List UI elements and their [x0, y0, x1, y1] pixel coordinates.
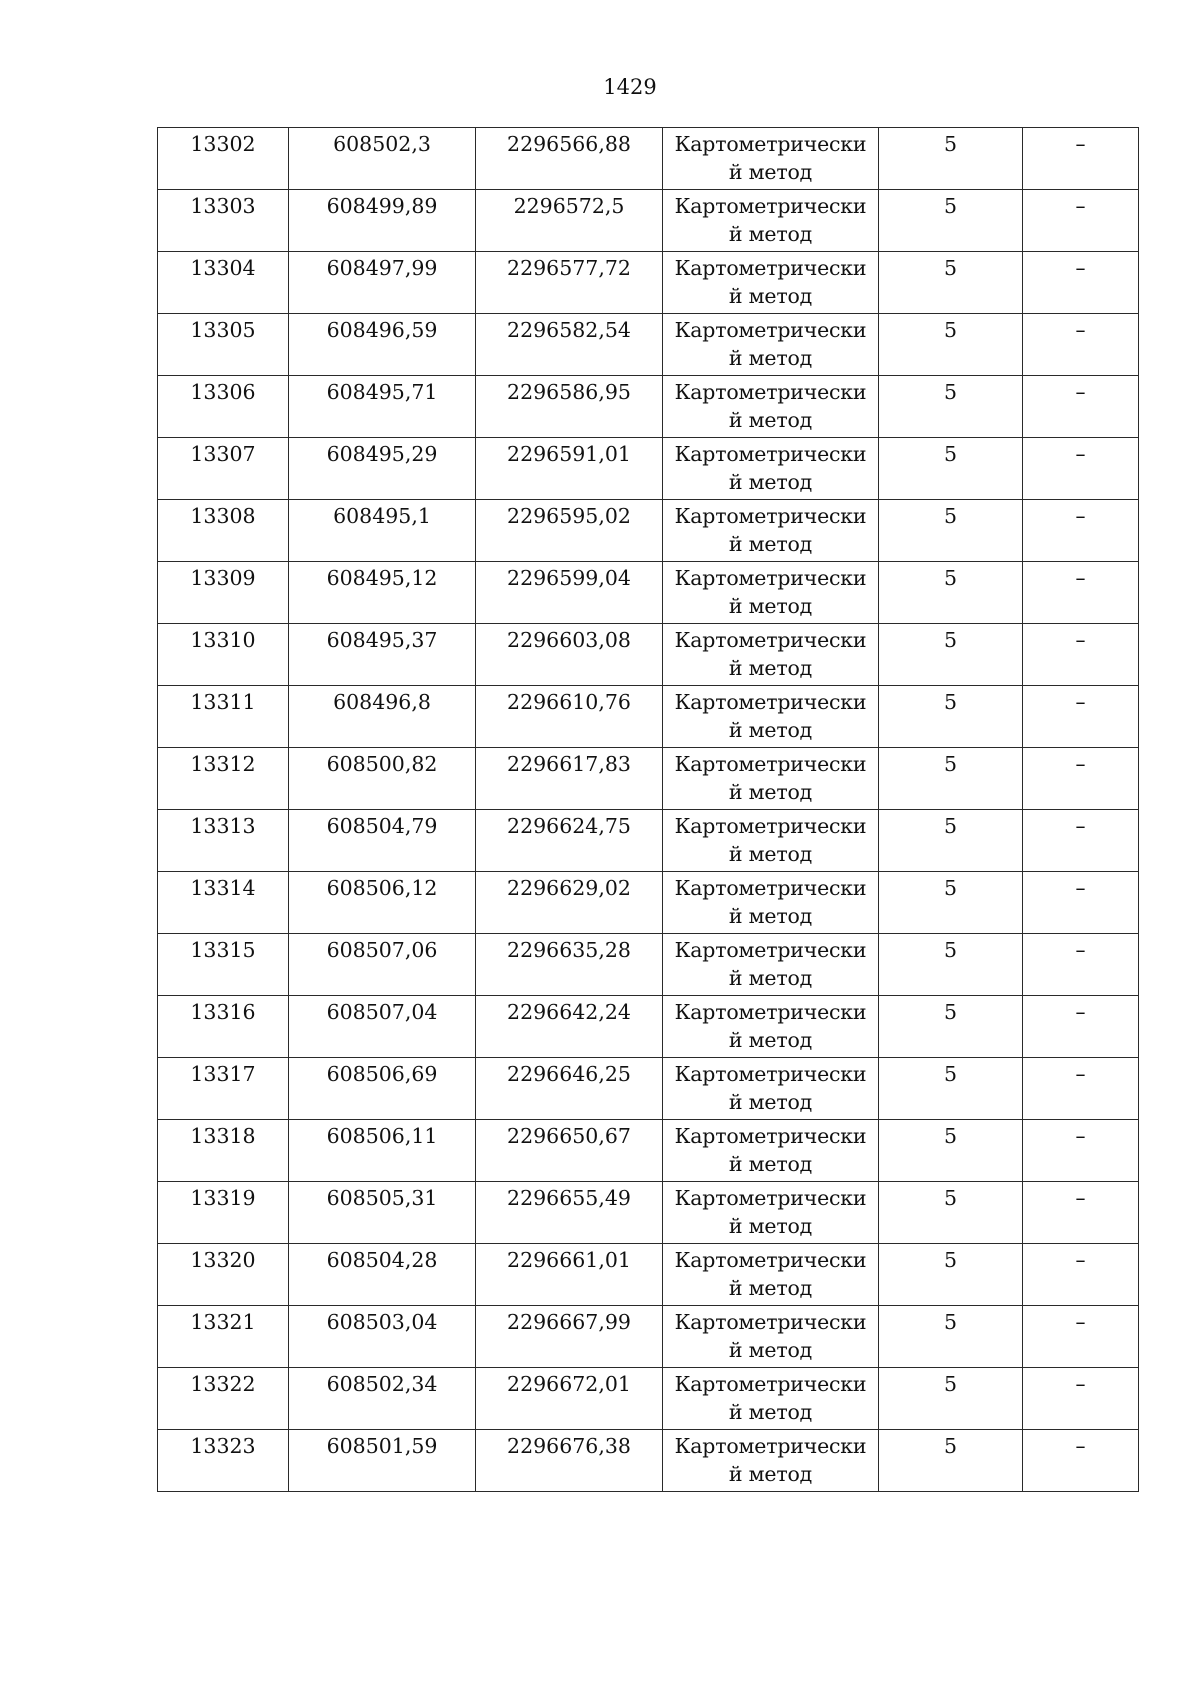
y-coordinate-cell: 2296566,88: [476, 128, 663, 190]
method-cell: Картометрический метод: [663, 996, 879, 1058]
table-row: [158, 1120, 1139, 1182]
accuracy-cell: 5: [879, 748, 1023, 810]
point-number-cell: 13311: [158, 686, 289, 748]
note-cell: –: [1023, 810, 1139, 872]
accuracy-cell: 5: [879, 996, 1023, 1058]
x-coordinate-cell: 608506,69: [289, 1058, 476, 1120]
table-row: [158, 190, 1139, 252]
x-coordinate-cell: 608495,1: [289, 500, 476, 562]
note-cell: –: [1023, 252, 1139, 314]
table-row: [158, 1058, 1139, 1120]
x-coordinate-cell: 608501,59: [289, 1430, 476, 1492]
y-coordinate-cell: 2296676,38: [476, 1430, 663, 1492]
accuracy-cell: 5: [879, 1306, 1023, 1368]
note-cell: –: [1023, 190, 1139, 252]
note-cell: –: [1023, 1058, 1139, 1120]
accuracy-cell: 5: [879, 1244, 1023, 1306]
page-number: 1429: [603, 75, 657, 99]
x-coordinate-cell: 608495,37: [289, 624, 476, 686]
note-cell: –: [1023, 624, 1139, 686]
accuracy-cell: 5: [879, 624, 1023, 686]
method-cell: Картометрический метод: [663, 438, 879, 500]
method-cell: Картометрический метод: [663, 252, 879, 314]
point-number-cell: 13304: [158, 252, 289, 314]
point-number-cell: 13320: [158, 1244, 289, 1306]
x-coordinate-cell: 608506,11: [289, 1120, 476, 1182]
accuracy-cell: 5: [879, 872, 1023, 934]
table-row: [158, 1182, 1139, 1244]
accuracy-cell: 5: [879, 376, 1023, 438]
point-number-cell: 13306: [158, 376, 289, 438]
x-coordinate-cell: 608495,12: [289, 562, 476, 624]
table-row: [158, 376, 1139, 438]
y-coordinate-cell: 2296591,01: [476, 438, 663, 500]
method-cell: Картометрический метод: [663, 686, 879, 748]
y-coordinate-cell: 2296642,24: [476, 996, 663, 1058]
x-coordinate-cell: 608496,8: [289, 686, 476, 748]
x-coordinate-cell: 608502,34: [289, 1368, 476, 1430]
note-cell: –: [1023, 1244, 1139, 1306]
method-cell: Картометрический метод: [663, 128, 879, 190]
point-number-cell: 13302: [158, 128, 289, 190]
accuracy-cell: 5: [879, 500, 1023, 562]
table-row: [158, 500, 1139, 562]
y-coordinate-cell: 2296595,02: [476, 500, 663, 562]
y-coordinate-cell: 2296610,76: [476, 686, 663, 748]
method-cell: Картометрический метод: [663, 748, 879, 810]
x-coordinate-cell: 608507,04: [289, 996, 476, 1058]
point-number-cell: 13309: [158, 562, 289, 624]
coordinates-table: [157, 127, 1139, 1492]
y-coordinate-cell: 2296624,75: [476, 810, 663, 872]
x-coordinate-cell: 608506,12: [289, 872, 476, 934]
table-row: [158, 438, 1139, 500]
method-cell: Картометрический метод: [663, 1244, 879, 1306]
note-cell: –: [1023, 376, 1139, 438]
table-row: [158, 314, 1139, 376]
method-cell: Картометрический метод: [663, 1120, 879, 1182]
accuracy-cell: 5: [879, 1430, 1023, 1492]
x-coordinate-cell: 608504,79: [289, 810, 476, 872]
y-coordinate-cell: 2296582,54: [476, 314, 663, 376]
point-number-cell: 13316: [158, 996, 289, 1058]
note-cell: –: [1023, 686, 1139, 748]
point-number-cell: 13319: [158, 1182, 289, 1244]
note-cell: –: [1023, 872, 1139, 934]
point-number-cell: 13315: [158, 934, 289, 996]
accuracy-cell: 5: [879, 1368, 1023, 1430]
point-number-cell: 13308: [158, 500, 289, 562]
note-cell: –: [1023, 1306, 1139, 1368]
accuracy-cell: 5: [879, 934, 1023, 996]
accuracy-cell: 5: [879, 686, 1023, 748]
point-number-cell: 13314: [158, 872, 289, 934]
x-coordinate-cell: 608505,31: [289, 1182, 476, 1244]
x-coordinate-cell: 608500,82: [289, 748, 476, 810]
method-cell: Картометрический метод: [663, 1182, 879, 1244]
table-row: [158, 996, 1139, 1058]
point-number-cell: 13307: [158, 438, 289, 500]
method-cell: Картометрический метод: [663, 1430, 879, 1492]
method-cell: Картометрический метод: [663, 562, 879, 624]
table-row: [158, 562, 1139, 624]
x-coordinate-cell: 608507,06: [289, 934, 476, 996]
point-number-cell: 13310: [158, 624, 289, 686]
method-cell: Картометрический метод: [663, 934, 879, 996]
point-number-cell: 13303: [158, 190, 289, 252]
y-coordinate-cell: 2296603,08: [476, 624, 663, 686]
note-cell: –: [1023, 500, 1139, 562]
point-number-cell: 13318: [158, 1120, 289, 1182]
point-number-cell: 13323: [158, 1430, 289, 1492]
accuracy-cell: 5: [879, 562, 1023, 624]
method-cell: Картометрический метод: [663, 1306, 879, 1368]
y-coordinate-cell: 2296655,49: [476, 1182, 663, 1244]
y-coordinate-cell: 2296577,72: [476, 252, 663, 314]
method-cell: Картометрический метод: [663, 190, 879, 252]
table-row: [158, 128, 1139, 190]
note-cell: –: [1023, 128, 1139, 190]
point-number-cell: 13317: [158, 1058, 289, 1120]
y-coordinate-cell: 2296672,01: [476, 1368, 663, 1430]
accuracy-cell: 5: [879, 438, 1023, 500]
table-row: [158, 872, 1139, 934]
note-cell: –: [1023, 562, 1139, 624]
y-coordinate-cell: 2296629,02: [476, 872, 663, 934]
x-coordinate-cell: 608496,59: [289, 314, 476, 376]
note-cell: –: [1023, 1368, 1139, 1430]
table-row: [158, 748, 1139, 810]
note-cell: –: [1023, 1430, 1139, 1492]
accuracy-cell: 5: [879, 810, 1023, 872]
y-coordinate-cell: 2296650,67: [476, 1120, 663, 1182]
table-row: [158, 810, 1139, 872]
y-coordinate-cell: 2296661,01: [476, 1244, 663, 1306]
method-cell: Картометрический метод: [663, 500, 879, 562]
y-coordinate-cell: 2296572,5: [476, 190, 663, 252]
point-number-cell: 13312: [158, 748, 289, 810]
x-coordinate-cell: 608499,89: [289, 190, 476, 252]
table-row: [158, 1430, 1139, 1492]
method-cell: Картометрический метод: [663, 314, 879, 376]
x-coordinate-cell: 608495,29: [289, 438, 476, 500]
method-cell: Картометрический метод: [663, 624, 879, 686]
note-cell: –: [1023, 438, 1139, 500]
accuracy-cell: 5: [879, 128, 1023, 190]
y-coordinate-cell: 2296599,04: [476, 562, 663, 624]
y-coordinate-cell: 2296586,95: [476, 376, 663, 438]
table-row: [158, 1306, 1139, 1368]
method-cell: Картометрический метод: [663, 1368, 879, 1430]
note-cell: –: [1023, 1182, 1139, 1244]
point-number-cell: 13322: [158, 1368, 289, 1430]
method-cell: Картометрический метод: [663, 1058, 879, 1120]
table-row: [158, 1368, 1139, 1430]
method-cell: Картометрический метод: [663, 872, 879, 934]
accuracy-cell: 5: [879, 314, 1023, 376]
x-coordinate-cell: 608504,28: [289, 1244, 476, 1306]
point-number-cell: 13321: [158, 1306, 289, 1368]
accuracy-cell: 5: [879, 190, 1023, 252]
accuracy-cell: 5: [879, 1182, 1023, 1244]
note-cell: –: [1023, 748, 1139, 810]
note-cell: –: [1023, 1120, 1139, 1182]
y-coordinate-cell: 2296646,25: [476, 1058, 663, 1120]
table-row: [158, 1244, 1139, 1306]
accuracy-cell: 5: [879, 1058, 1023, 1120]
y-coordinate-cell: 2296667,99: [476, 1306, 663, 1368]
x-coordinate-cell: 608497,99: [289, 252, 476, 314]
x-coordinate-cell: 608495,71: [289, 376, 476, 438]
note-cell: –: [1023, 996, 1139, 1058]
point-number-cell: 13305: [158, 314, 289, 376]
note-cell: –: [1023, 314, 1139, 376]
method-cell: Картометрический метод: [663, 376, 879, 438]
x-coordinate-cell: 608502,3: [289, 128, 476, 190]
table-row: [158, 624, 1139, 686]
table-row: [158, 934, 1139, 996]
x-coordinate-cell: 608503,04: [289, 1306, 476, 1368]
table-row: [158, 686, 1139, 748]
point-number-cell: 13313: [158, 810, 289, 872]
method-cell: Картометрический метод: [663, 810, 879, 872]
accuracy-cell: 5: [879, 252, 1023, 314]
table-row: [158, 252, 1139, 314]
y-coordinate-cell: 2296617,83: [476, 748, 663, 810]
accuracy-cell: 5: [879, 1120, 1023, 1182]
y-coordinate-cell: 2296635,28: [476, 934, 663, 996]
coordinates-table-body: [158, 128, 1139, 1492]
note-cell: –: [1023, 934, 1139, 996]
